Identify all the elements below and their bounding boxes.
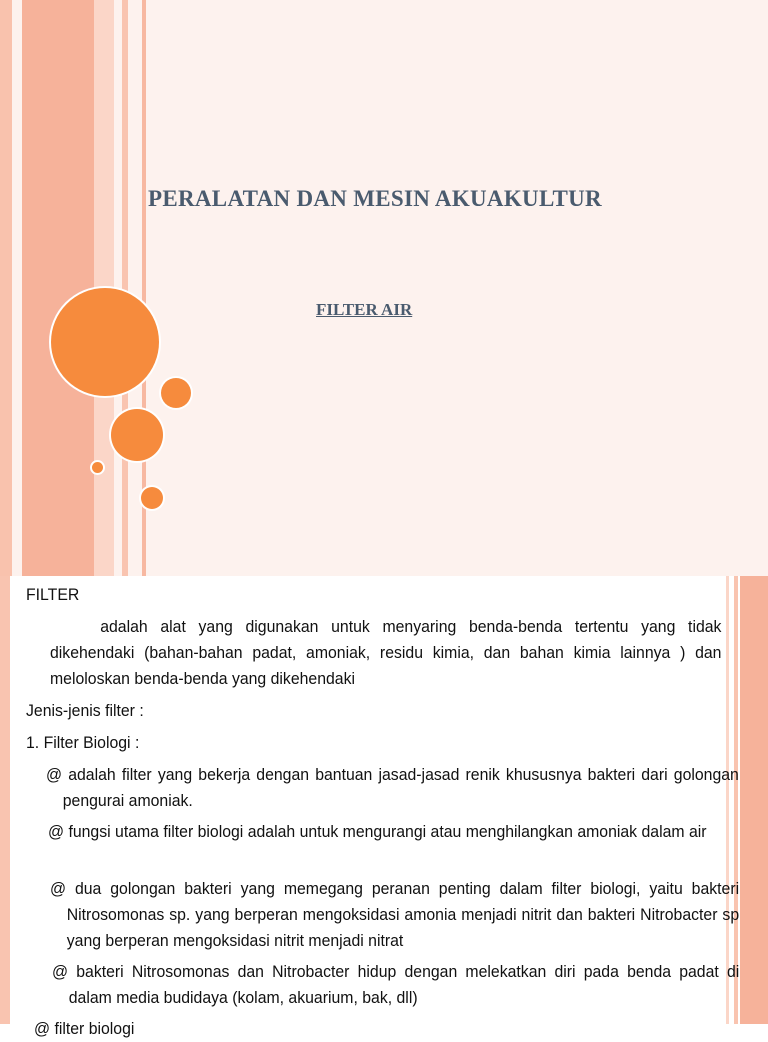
definition-paragraph: adalah alat yang digunakan untuk menyaring benda-benda tertentu yang tidak dikehendaki (bahan-bahan padat, amoniak, residu kimia, dan bahan kimia lainnya ) dan meloloskan benda-benda yang dikehendaki (50, 617, 722, 688)
list-item: @ bakteri Nitrosomonas dan Nitrobacter hidup dengan melekatkan diri pada benda padat di dalam media budidaya (kolam, akuarium, bak, dll) (52, 962, 740, 1007)
decorative-circle-large (51, 288, 159, 396)
decorative-stripe (122, 0, 128, 576)
slide-title: PERALATAN DAN MESIN AKUAKULTUR (148, 186, 602, 211)
decorative-circle-small (141, 487, 163, 509)
list-item: @ fungsi utama filter biologi adalah untuk mengurangi atau menghilangkan amoniak dalam air (48, 822, 707, 841)
biological-filter-heading: 1. Filter Biologi : (26, 733, 140, 752)
decorative-circle-small (161, 378, 191, 408)
slide-subtitle: FILTER AIR (316, 300, 413, 319)
decorative-stripe (12, 0, 22, 576)
section-heading: FILTER (26, 585, 80, 604)
decorative-stripe (0, 0, 12, 576)
list-item: @ adalah filter yang bekerja dengan bantuan jasad-jasad renik khususnya bakteri dari golongan pengurai amoniak. (46, 765, 739, 810)
filter-types-label: Jenis-jenis filter : (26, 701, 144, 720)
content-slide (0, 576, 768, 1038)
decorative-stripe (740, 576, 768, 1024)
decorative-circle-medium (111, 409, 163, 461)
list-item: @ filter biologi (34, 1019, 135, 1038)
decorative-circle-tiny (92, 462, 103, 473)
decorative-stripe (0, 576, 10, 1024)
list-item: @ dua golongan bakteri yang memegang peranan penting dalam filter biologi, yaitu bakteri Nitrosomonas sp. yang berperan mengoksidasi amonia menjadi nitrit dan bakteri Nitrobacter sp yang berperan mengoksidasi nitrit menjadi nitrat (50, 879, 740, 950)
decorative-stripe (22, 0, 94, 576)
